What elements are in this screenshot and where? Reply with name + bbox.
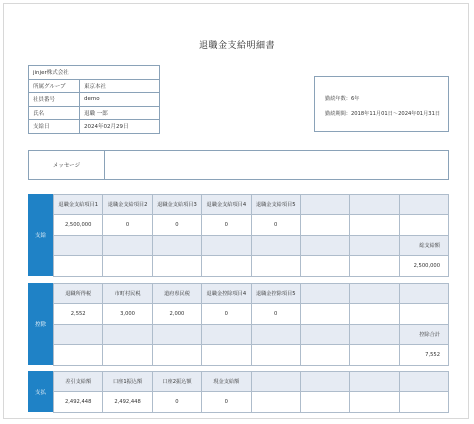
info-value: 退職 一郎 <box>80 106 160 120</box>
header-cell: 退職金支給項目1 <box>54 195 103 215</box>
payment-section <box>28 194 449 276</box>
header-cell: 退職金支給項目3 <box>152 195 201 215</box>
deduction-side-label: 控除 <box>28 283 53 365</box>
value-cell: 2,500,000 <box>54 215 103 236</box>
header-row <box>54 372 449 392</box>
empty-cell <box>300 256 349 277</box>
info-row <box>29 93 160 107</box>
value-cell <box>350 215 399 236</box>
total-header-row <box>54 325 449 345</box>
header-cell: 退職所得税 <box>54 284 103 304</box>
header-row <box>54 195 449 215</box>
header-cell <box>300 195 349 215</box>
transfer-section <box>28 371 449 412</box>
empty-cell <box>202 325 251 345</box>
transfer-table <box>53 371 449 413</box>
value-cell: 0 <box>202 392 251 413</box>
empty-cell <box>54 236 103 256</box>
value-row <box>54 215 449 236</box>
value-cell <box>399 304 448 325</box>
total-value: 2,500,000 <box>399 256 448 277</box>
empty-cell <box>251 325 300 345</box>
empty-cell <box>103 325 152 345</box>
info-value: demo <box>80 93 160 107</box>
value-cell <box>300 392 349 413</box>
header-cell <box>251 372 300 392</box>
work-period: 勤続期間：2018年11月01日～2024年01月31日 <box>325 111 441 117</box>
value-cell <box>350 392 399 413</box>
value-row <box>54 304 449 325</box>
header-cell <box>350 195 399 215</box>
value-cell: 0 <box>251 304 300 325</box>
header-cell <box>350 372 399 392</box>
work-period-box <box>314 76 449 132</box>
value-cell <box>350 304 399 325</box>
value-cell: 2,492,448 <box>103 392 152 413</box>
employee-info-table <box>28 65 160 134</box>
header-cell: 市町村民税 <box>103 284 152 304</box>
total-label: 総支給額 <box>399 236 448 256</box>
info-label: 所属グループ <box>29 79 80 93</box>
empty-cell <box>251 236 300 256</box>
header-cell: 退職金支給項目5 <box>251 195 300 215</box>
empty-cell <box>54 345 103 366</box>
empty-cell <box>251 256 300 277</box>
empty-cell <box>251 345 300 366</box>
header-row <box>54 284 449 304</box>
total-header-row <box>54 236 449 256</box>
value-cell: 2,492,448 <box>54 392 103 413</box>
header-cell: 退職金控除項目4 <box>202 284 251 304</box>
value-cell <box>399 215 448 236</box>
total-value: 7,552 <box>399 345 448 366</box>
value-cell <box>251 392 300 413</box>
message-label: メッセージ <box>29 151 105 179</box>
value-cell: 0 <box>251 215 300 236</box>
value-cell: 2,000 <box>152 304 201 325</box>
value-cell: 0 <box>202 215 251 236</box>
info-value: 東京本社 <box>80 79 160 93</box>
total-value-row <box>54 345 449 366</box>
empty-cell <box>202 345 251 366</box>
header-cell: 口座1振込額 <box>103 372 152 392</box>
payment-table <box>53 194 449 277</box>
header-cell: 現金支給額 <box>202 372 251 392</box>
total-value-row <box>54 256 449 277</box>
empty-cell <box>350 345 399 366</box>
info-label: 氏名 <box>29 106 80 120</box>
info-label: 支給日 <box>29 120 80 134</box>
empty-cell <box>152 345 201 366</box>
value-cell <box>300 304 349 325</box>
info-value: 2024年02月29日 <box>80 120 160 134</box>
empty-cell <box>202 256 251 277</box>
header-cell <box>399 284 448 304</box>
deduction-table <box>53 283 449 366</box>
empty-cell <box>350 236 399 256</box>
empty-cell <box>152 325 201 345</box>
value-cell <box>300 215 349 236</box>
header-cell: 退職金支給項目4 <box>202 195 251 215</box>
header-cell: 退職金控除項目5 <box>251 284 300 304</box>
header-cell: 退職金支給項目2 <box>103 195 152 215</box>
value-cell: 0 <box>152 215 201 236</box>
empty-cell <box>103 345 152 366</box>
total-label: 控除合計 <box>399 325 448 345</box>
empty-cell <box>300 325 349 345</box>
company-name: jinjer株式会社 <box>29 66 160 80</box>
info-row <box>29 120 160 134</box>
empty-cell <box>300 345 349 366</box>
message-box <box>28 150 449 180</box>
header-cell: 差引支給額 <box>54 372 103 392</box>
document-title: 退職金支給明細書 <box>198 41 275 51</box>
empty-cell <box>54 256 103 277</box>
header-cell: 口座2振込額 <box>152 372 201 392</box>
info-row <box>29 79 160 93</box>
empty-cell <box>103 236 152 256</box>
empty-cell <box>300 236 349 256</box>
company-row <box>29 66 160 80</box>
header-cell <box>399 195 448 215</box>
empty-cell <box>152 256 201 277</box>
value-cell: 3,000 <box>103 304 152 325</box>
empty-cell <box>350 256 399 277</box>
value-cell <box>399 392 448 413</box>
work-years: 勤続年数：6年 <box>325 96 360 102</box>
deduction-section <box>28 283 449 365</box>
value-cell: 0 <box>152 392 201 413</box>
value-cell: 2,552 <box>54 304 103 325</box>
header-cell <box>399 372 448 392</box>
header-cell <box>300 372 349 392</box>
header-cell <box>300 284 349 304</box>
empty-cell <box>152 236 201 256</box>
info-row <box>29 106 160 120</box>
empty-cell <box>103 256 152 277</box>
value-row <box>54 392 449 413</box>
empty-cell <box>54 325 103 345</box>
header-cell <box>350 284 399 304</box>
header-cell: 道府県民税 <box>152 284 201 304</box>
transfer-side-label: 支払 <box>28 371 53 412</box>
value-cell: 0 <box>103 215 152 236</box>
info-label: 社員番号 <box>29 93 80 107</box>
empty-cell <box>202 236 251 256</box>
payment-side-label: 支給 <box>28 194 53 276</box>
empty-cell <box>350 325 399 345</box>
value-cell: 0 <box>202 304 251 325</box>
